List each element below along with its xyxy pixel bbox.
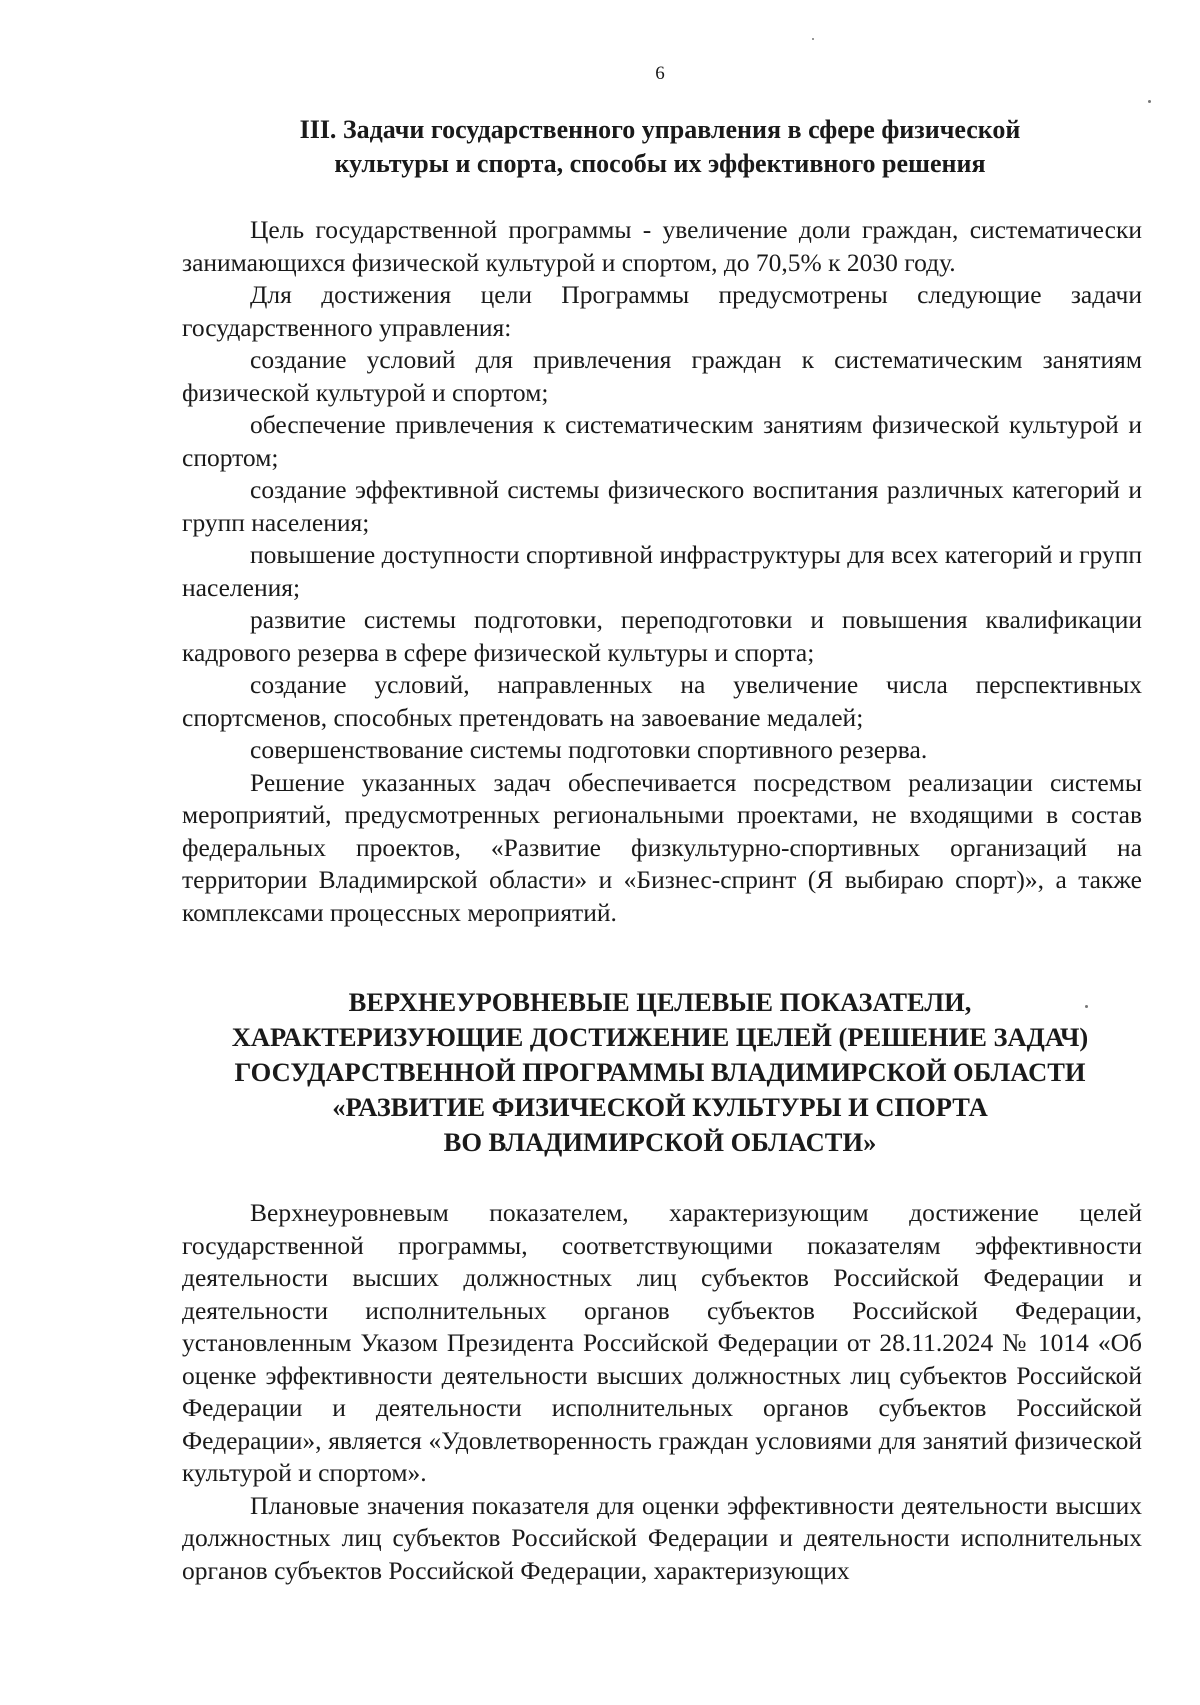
task-item: развитие системы подготовки, переподготовки и повышения квалификации кадрового резерва в сфере физической культуры и спорта; xyxy=(182,605,1142,667)
indicators-heading-line: ХАРАКТЕРИЗУЮЩИЕ ДОСТИЖЕНИЕ ЦЕЛЕЙ (РЕШЕНИЕ ЗАДАЧ) xyxy=(231,1022,1089,1052)
paragraph-tasks-intro: Для достижения цели Программы предусмотрены следующие задачи государственного управления: xyxy=(182,280,1142,342)
scan-speck xyxy=(812,38,814,40)
scan-speck xyxy=(1148,100,1151,103)
task-item: совершенствование системы подготовки спортивного резерва. xyxy=(250,735,928,764)
task-item: создание условий, направленных на увеличение числа перспективных спортсменов, способных претендовать на завоевание медалей; xyxy=(182,670,1142,732)
section-heading-line: III. Задачи государственного управления в сфере физической xyxy=(299,115,1021,144)
paragraph-planned-values: Плановые значения показателя для оценки эффективности деятельности высших должностных лиц субъектов Российской Федерации и деятельности исполнительных органов субъектов Российской Федерации, характеризующих xyxy=(182,1490,1142,1585)
task-item: обеспечение привлечения к систематическим занятиям физической культурой и спортом; xyxy=(182,410,1142,472)
paragraph-implementation: Решение указанных задач обеспечивается посредством реализации системы мероприятий, предусмотренных региональными проектами, не входящими в состав федеральных проектов, «Развитие физкультурно-спортивных организаций на территории Владимирской области» и «Бизнес-спринт (Я выбираю спорт)», а также комплексами процессных мероприятий. xyxy=(182,767,1142,927)
indicators-heading-line: ВЕРХНЕУРОВНЕВЫЕ ЦЕЛЕВЫЕ ПОКАЗАТЕЛИ, xyxy=(348,987,972,1017)
section-body xyxy=(182,214,1142,929)
indicators-heading-line: ГОСУДАРСТВЕННОЙ ПРОГРАММЫ ВЛАДИМИРСКОЙ ОБЛАСТИ xyxy=(234,1057,1086,1087)
paragraph-goal: Цель государственной программы - увеличение доли граждан, систематически занимающихся физической культурой и спортом, до 70,5% к 2030 году. xyxy=(182,215,1142,277)
indicators-body xyxy=(182,1197,1142,1587)
task-item: повышение доступности спортивной инфраструктуры для всех категорий и групп населения; xyxy=(182,540,1142,602)
indicators-heading xyxy=(180,985,1140,1160)
indicators-heading-line: ВО ВЛАДИМИРСКОЙ ОБЛАСТИ» xyxy=(443,1127,877,1157)
task-item: создание условий для привлечения граждан к систематическим занятиям физической культурой и спортом; xyxy=(182,345,1142,407)
section-heading xyxy=(180,113,1140,181)
section-heading-line: культуры и спорта, способы их эффективного решения xyxy=(334,149,986,178)
indicators-heading-line: «РАЗВИТИЕ ФИЗИЧЕСКОЙ КУЛЬТУРЫ И СПОРТА xyxy=(332,1092,988,1122)
paragraph-top-indicator: Верхнеуровневым показателем, характеризующим достижение целей государственной программы, соответствующими показателям эффективности деятельности высших должностных лиц субъектов Российской Федерации и деятельности исполнительных органов субъектов Российской Федерации, установленным Указом Президента Российской Федерации от 28.11.2024 № 1014 «Об оценке эффективности деятельности высших должностных лиц субъектов Российской Федерации и деятельности исполнительных органов субъектов Российской Федерации», является «Удовлетворенность граждан условиями для занятий физической культурой и спортом». xyxy=(182,1198,1142,1487)
task-item: создание эффективной системы физического воспитания различных категорий и групп населения; xyxy=(182,475,1142,537)
scan-speck xyxy=(1085,1005,1088,1008)
page-number: 6 xyxy=(655,63,665,84)
